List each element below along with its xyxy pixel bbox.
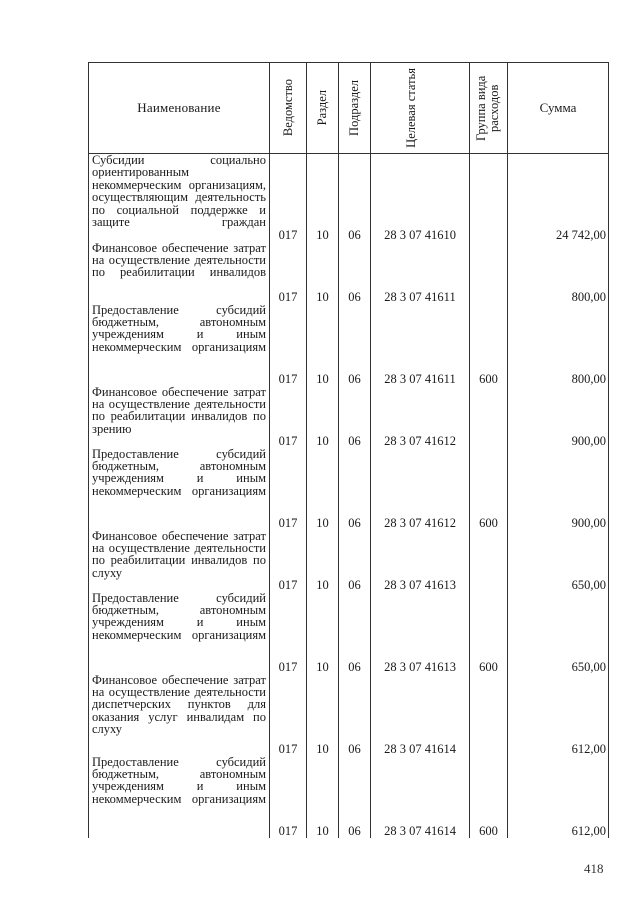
cell-department: 017 xyxy=(270,592,307,674)
cell-target-article: 28 3 07 41613 xyxy=(371,592,470,674)
cell-section: 10 xyxy=(307,154,339,242)
cell-amount: 800,00 xyxy=(508,304,609,386)
cell-section: 10 xyxy=(307,756,339,838)
cell-target-article: 28 3 07 41612 xyxy=(371,386,470,448)
cell-section: 10 xyxy=(307,242,339,304)
cell-name xyxy=(89,756,270,838)
cell-expense-group: 600 xyxy=(470,448,508,530)
cell-department: 017 xyxy=(270,154,307,242)
budget-document-page xyxy=(88,62,608,838)
cell-name xyxy=(89,386,270,448)
table-header-row xyxy=(89,63,609,154)
cell-target-article: 28 3 07 41610 xyxy=(371,154,470,242)
cell-name xyxy=(89,242,270,304)
table-row xyxy=(89,448,609,530)
cell-amount: 900,00 xyxy=(508,448,609,530)
row-name-text: Финансовое обеспечение затрат на осуществление деятельности по реабилитации инвалидов xyxy=(92,240,266,280)
column-header-subsection-label: Подраздел xyxy=(347,80,361,136)
cell-expense-group: 600 xyxy=(470,304,508,386)
table-row xyxy=(89,386,609,448)
column-header-department xyxy=(270,63,307,154)
cell-name xyxy=(89,674,270,756)
cell-section: 10 xyxy=(307,386,339,448)
cell-department: 017 xyxy=(270,530,307,592)
cell-name xyxy=(89,530,270,592)
cell-expense-group xyxy=(470,674,508,756)
cell-target-article: 28 3 07 41613 xyxy=(371,530,470,592)
column-header-name: Наименование xyxy=(89,63,270,154)
cell-expense-group xyxy=(470,242,508,304)
cell-section: 10 xyxy=(307,530,339,592)
cell-name xyxy=(89,592,270,674)
column-header-expense-group-label: Группа вида расходов xyxy=(473,75,501,141)
budget-table xyxy=(88,62,609,838)
cell-expense-group xyxy=(470,386,508,448)
cell-department: 017 xyxy=(270,674,307,756)
column-header-section-label: Раздел xyxy=(315,90,329,126)
cell-name xyxy=(89,304,270,386)
cell-target-article: 28 3 07 41614 xyxy=(371,674,470,756)
cell-department: 017 xyxy=(270,386,307,448)
cell-amount: 800,00 xyxy=(508,242,609,304)
row-name-text: Предоставление субсидий бюджетным, автономным учреждениям и иным некоммерческим организациям xyxy=(92,446,266,498)
column-header-amount: Сумма xyxy=(508,63,609,154)
column-header-section xyxy=(307,63,339,154)
cell-expense-group xyxy=(470,530,508,592)
cell-section: 10 xyxy=(307,448,339,530)
cell-target-article: 28 3 07 41611 xyxy=(371,242,470,304)
row-name-text: Предоставление субсидий бюджетным, автономным учреждениям и иным некоммерческим организациям xyxy=(92,302,266,354)
row-name-text: Финансовое обеспечение затрат на осуществление деятельности диспетчерских пунктов для оказания услуг инвалидам по слуху xyxy=(92,672,266,737)
cell-department: 017 xyxy=(270,756,307,838)
cell-section: 10 xyxy=(307,674,339,756)
table-row xyxy=(89,154,609,242)
cell-subsection: 06 xyxy=(339,448,371,530)
cell-subsection: 06 xyxy=(339,530,371,592)
column-header-department-label: Ведомство xyxy=(280,79,295,137)
table-row xyxy=(89,592,609,674)
cell-expense-group xyxy=(470,154,508,242)
table-row xyxy=(89,530,609,592)
cell-amount: 650,00 xyxy=(508,592,609,674)
cell-expense-group: 600 xyxy=(470,756,508,838)
cell-section: 10 xyxy=(307,592,339,674)
column-header-target-article-label: Целевая статья xyxy=(404,68,418,148)
cell-expense-group: 600 xyxy=(470,592,508,674)
cell-subsection: 06 xyxy=(339,242,371,304)
cell-subsection: 06 xyxy=(339,674,371,756)
table-row xyxy=(89,242,609,304)
table-row xyxy=(89,674,609,756)
cell-target-article: 28 3 07 41611 xyxy=(371,304,470,386)
cell-subsection: 06 xyxy=(339,304,371,386)
cell-target-article: 28 3 07 41614 xyxy=(371,756,470,838)
table-row xyxy=(89,756,609,838)
cell-amount: 650,00 xyxy=(508,530,609,592)
column-header-target-article xyxy=(371,63,470,154)
row-name-text: Финансовое обеспечение затрат на осуществление деятельности по реабилитации инвалидов по слуху xyxy=(92,528,266,580)
cell-section: 10 xyxy=(307,304,339,386)
cell-name xyxy=(89,448,270,530)
page-number: 418 xyxy=(584,861,604,876)
cell-subsection: 06 xyxy=(339,592,371,674)
column-header-expense-group xyxy=(470,63,508,154)
row-name-text: Предоставление субсидий бюджетным, автономным учреждениям и иным некоммерческим организациям xyxy=(92,590,266,642)
table-body xyxy=(89,154,609,838)
cell-amount: 612,00 xyxy=(508,674,609,756)
row-name-text: Субсидии социально ориентированным некоммерческим организациям, осуществляющим деятельность по социальной поддержке и защите граждан xyxy=(92,153,266,230)
cell-amount: 612,00 xyxy=(508,756,609,838)
cell-subsection: 06 xyxy=(339,154,371,242)
cell-amount: 900,00 xyxy=(508,386,609,448)
row-name-text: Предоставление субсидий бюджетным, автономным учреждениям и иным некоммерческим организациям xyxy=(92,754,266,806)
cell-department: 017 xyxy=(270,448,307,530)
cell-department: 017 xyxy=(270,304,307,386)
row-name-text: Финансовое обеспечение затрат на осуществление деятельности по реабилитации инвалидов по зрению xyxy=(92,384,266,436)
cell-subsection: 06 xyxy=(339,756,371,838)
cell-department: 017 xyxy=(270,242,307,304)
cell-name xyxy=(89,154,270,242)
cell-target-article: 28 3 07 41612 xyxy=(371,448,470,530)
cell-subsection: 06 xyxy=(339,386,371,448)
column-header-subsection xyxy=(339,63,371,154)
cell-amount: 24 742,00 xyxy=(508,154,609,242)
table-row xyxy=(89,304,609,386)
